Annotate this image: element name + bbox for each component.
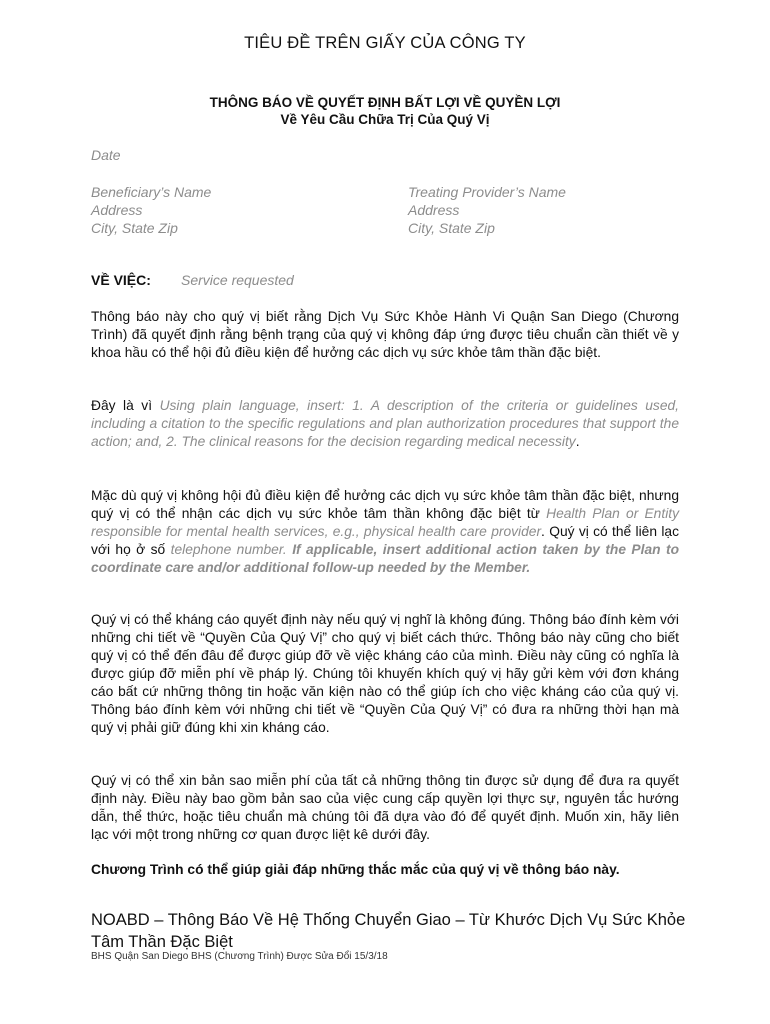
notice-title-line2: Về Yêu Cầu Chữa Trị Của Quý Vị xyxy=(280,112,490,127)
re-label: VỀ VIỆC: xyxy=(91,272,151,288)
footer-revision-note: BHS Quận San Diego BHS (Chương Trình) Được Sửa Đổi 15/3/18 xyxy=(91,951,388,962)
footer-title: NOABD – Thông Báo Về Hệ Thống Chuyển Giao – Từ Khước Dịch Vụ Sức Khỏe Tâm Thần Đặc Biệt xyxy=(91,911,686,951)
reason-end: . xyxy=(575,434,580,449)
telephone-placeholder: telephone number. xyxy=(170,542,287,557)
paragraph-appeal-rights: Quý vị có thể kháng cáo quyết định này nếu quý vị nghĩ là không đúng. Thông báo đính kèm với những chi tiết về “Quyền Của Quý Vị” cho quý vị biết cách thức. Thông báo này cũng cho biết quý vị có thể đến đâu để được giúp đỡ về việc kháng cáo của mình. Điều này cũng có nghĩa là được giúp đỡ miễn phí về pháp lý. Chúng tôi khuyến khích quý vị hãy gửi kèm với đơn kháng cáo bất cứ những thông tin hoặc văn kiện nào có thể giúp ích cho việc kháng cáo của quý vị. Thông báo đính kèm với những chi tiết về “Quyền Của Quý Vị” có đưa ra những thời hạn mà quý vị phải giữ đúng khi xin kháng cáo. xyxy=(91,612,679,735)
provider-address-block xyxy=(408,183,566,237)
beneficiary-name: Beneficiary’s Name xyxy=(91,184,212,200)
reason-lead: Đây là vì xyxy=(91,398,160,413)
provider-address: Address xyxy=(408,202,460,218)
paragraph-determination: Thông báo này cho quý vị biết rằng Dịch Vụ Sức Khỏe Hành Vi Quận San Diego (Chương Trình) đã quyết định rằng bệnh trạng của quý vị không đáp ứng được tiêu chuẩn cần thiết về y khoa hầu có thể hội đủ điều kiện để hưởng các dịch vụ sức khỏe tâm thần đặc biệt. xyxy=(91,309,679,360)
beneficiary-address-block xyxy=(91,183,211,237)
provider-city: City, State Zip xyxy=(408,220,495,236)
paragraph-help-statement: Chương Trình có thể giúp giải đáp những thắc mắc của quý vị về thông báo này. xyxy=(91,862,620,877)
company-letterhead: TIÊU ĐỀ TRÊN GIẤY CỦA CÔNG TY xyxy=(244,34,526,52)
paragraph-free-copies: Quý vị có thể xin bản sao miễn phí của tất cả những thông tin được sử dụng để đưa ra quyết định này. Điều này bao gồm bản sao của việc cung cấp quyền lợi thực sự, nguyên tắc hướng dẫn, thể thức, hoặc tiêu chuẩn mà chúng tôi đã dựa vào đó để quyết định. Muốn xin, hãy liên lạc với một trong những cơ quan được liệt kê dưới đây. xyxy=(91,773,679,842)
reason-placeholder: Using plain language, insert: 1. A description of the criteria or guidelines used, including a citation to the specific regulations and plan authorization procedures that support the action; and, 2. The clinical reasons for the decision regarding medical necessity xyxy=(91,398,679,449)
alt-services-contact: . Quý vị có thể liên lạc với họ ở số xyxy=(91,524,679,557)
date-placeholder: Date xyxy=(91,147,121,163)
alt-services-lead: Mặc dù quý vị không hội đủ điều kiện để hưởng các dịch vụ sức khỏe tâm thần đặc biệt, nhưng quý vị có thể nhận các dịch vụ sức khỏe tâm thần không đặc biệt từ xyxy=(91,488,679,521)
notice-title-line1: THÔNG BÁO VỀ QUYẾT ĐỊNH BẤT LỢI VỀ QUYỀN LỢI xyxy=(209,95,561,110)
beneficiary-address: Address xyxy=(91,202,143,218)
provider-name: Treating Provider’s Name xyxy=(408,184,566,200)
beneficiary-city: City, State Zip xyxy=(91,220,178,236)
paragraph-reason xyxy=(91,397,679,451)
paragraph-alternative-services xyxy=(91,487,679,577)
re-service-placeholder: Service requested xyxy=(181,272,294,288)
notice-title xyxy=(0,94,770,128)
re-line xyxy=(91,272,294,288)
health-plan-placeholder: Health Plan or Entity responsible for mental health services, e.g., physical health care provider xyxy=(91,506,679,539)
additional-action-placeholder: If applicable, insert additional action taken by the Plan to coordinate care and/or additional follow-up needed by the Member. xyxy=(91,542,680,575)
